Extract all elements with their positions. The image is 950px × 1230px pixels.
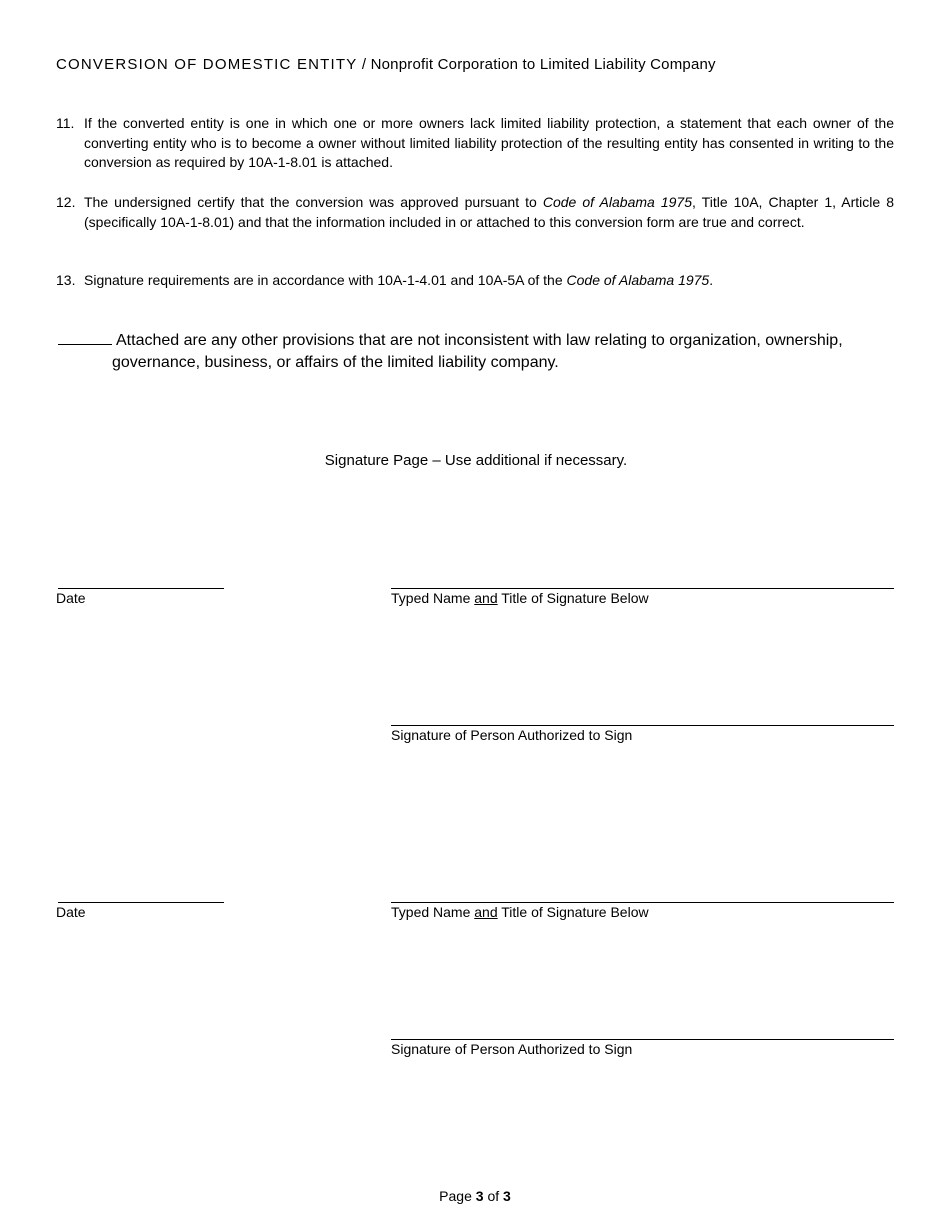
signature-label: Signature of Person Authorized to Sign	[391, 727, 633, 743]
footer-page-word: Page	[439, 1188, 476, 1204]
item-text-part: Signature requirements are in accordance with 10A-1-4.01 and 10A-5A of the	[84, 272, 567, 288]
item-number: 12.	[56, 194, 76, 210]
signature-line[interactable]	[391, 1039, 894, 1040]
typed-name-label-underlined: and	[474, 904, 498, 920]
footer-of-word: of	[483, 1188, 504, 1204]
date-label: Date	[56, 904, 86, 920]
code-reference: Code of Alabama 1975	[566, 272, 710, 288]
typed-name-label-part: Title of Signature Below	[497, 904, 649, 920]
attached-text-line-1: Attached are any other provisions that are not inconsistent with law relating to organization, ownership,	[116, 332, 843, 349]
item-12	[56, 193, 894, 232]
item-text	[84, 271, 894, 291]
signature-label: Signature of Person Authorized to Sign	[391, 1041, 633, 1057]
typed-name-label-part: Title of Signature Below	[497, 590, 649, 606]
date-line[interactable]	[58, 588, 224, 589]
current-page-number: 3	[475, 1188, 484, 1204]
code-reference: Code of Alabama 1975	[542, 194, 692, 210]
item-text: If the converted entity is one in which one or more owners lack limited liability protection, a statement that each owner of the converting entity who is to become a owner without limited liability protection of the resulting entity has consented in writing to the conversion as required by 10A-1-8.01 is attached.	[84, 115, 894, 171]
item-text-part: .	[709, 272, 714, 288]
total-pages-number: 3	[503, 1188, 511, 1204]
attached-provisions	[58, 330, 894, 374]
item-number: 11.	[56, 115, 75, 131]
typed-name-label-underlined: and	[474, 590, 498, 606]
item-11	[56, 114, 894, 173]
item-text	[84, 193, 894, 232]
page-footer	[0, 1188, 950, 1204]
typed-name-label	[391, 590, 649, 606]
item-text-part: , Title 10A, Chapter 1, Article 8 (specifically 10A-1-8.01) and that the information included in or attached to this conversion form are true and correct.	[84, 194, 894, 230]
signature-page-title: Signature Page – Use additional if necessary.	[324, 452, 628, 469]
typed-name-label	[391, 904, 649, 920]
item-13	[56, 271, 894, 291]
attached-checkbox-blank[interactable]	[58, 330, 112, 345]
item-number: 13.	[56, 272, 76, 288]
typed-name-label-part: Typed Name	[391, 590, 475, 606]
attached-text-line-2: governance, business, or affairs of the limited liability company.	[112, 354, 559, 371]
signature-line[interactable]	[391, 725, 894, 726]
date-line[interactable]	[58, 902, 224, 903]
header-subtitle: / Nonprofit Corporation to Limited Liability Company	[357, 56, 716, 73]
page-header	[56, 56, 896, 73]
typed-name-line[interactable]	[391, 902, 894, 903]
item-text-part: The undersigned certify that the conversion was approved pursuant to	[84, 194, 543, 210]
date-label: Date	[56, 590, 86, 606]
typed-name-line[interactable]	[391, 588, 894, 589]
typed-name-label-part: Typed Name	[391, 904, 475, 920]
header-title: CONVERSION OF DOMESTIC ENTITY	[56, 56, 358, 73]
